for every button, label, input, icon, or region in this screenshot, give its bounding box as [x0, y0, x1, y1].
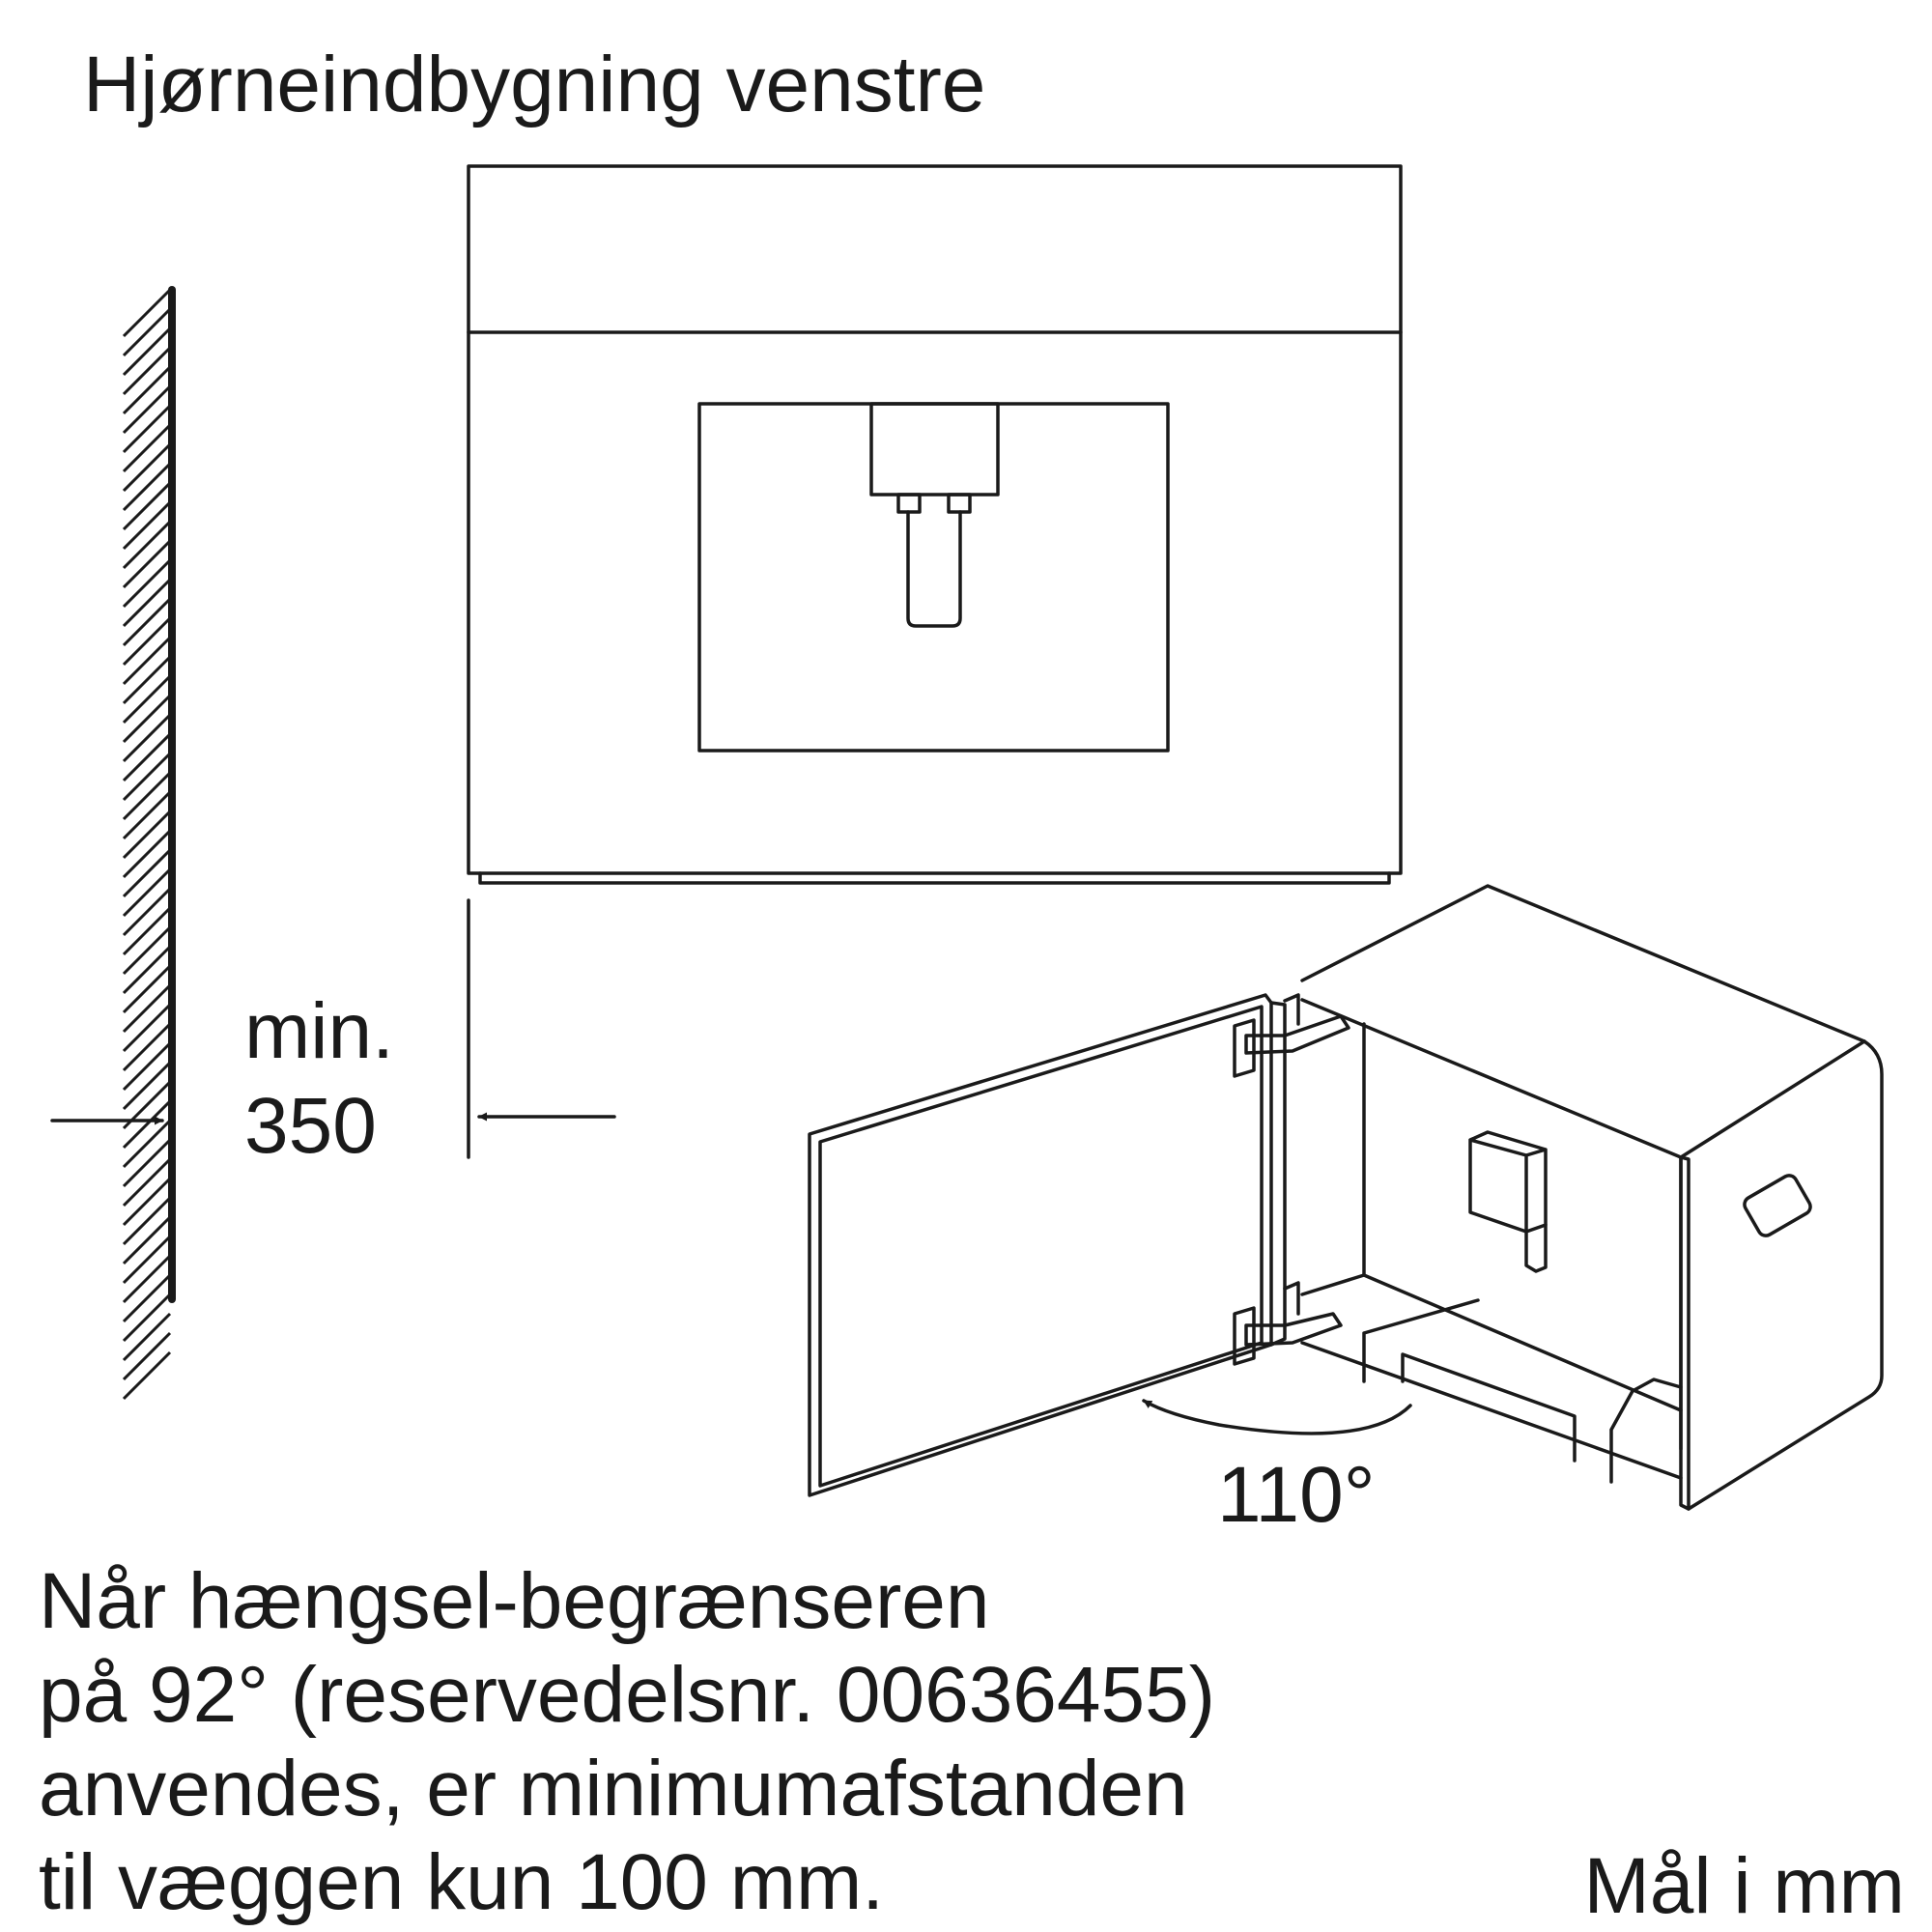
hatch-line — [124, 1101, 170, 1148]
hatch-line — [124, 985, 170, 1032]
hatch-line — [124, 386, 170, 433]
note-block — [39, 1557, 1215, 1926]
diagram-title: Hjørneindbygning venstre — [83, 41, 986, 128]
outlet-nozzle-right — [949, 495, 970, 512]
hatch-line — [124, 618, 170, 665]
hatch-line — [124, 348, 170, 394]
hatch-line — [124, 1256, 170, 1302]
hatch-line — [124, 522, 170, 568]
hatch-line — [124, 1314, 170, 1360]
upper-hinge — [1235, 995, 1349, 1076]
hatch-line — [124, 1159, 170, 1206]
hatch-line — [124, 599, 170, 645]
hatch-line — [124, 966, 170, 1012]
hatch-line — [124, 811, 170, 858]
drip-tray-details — [1364, 1300, 1575, 1461]
hatch-line — [124, 1063, 170, 1109]
hatch-line — [124, 483, 170, 529]
hatch-line — [124, 927, 170, 974]
cabinet-outline — [1302, 886, 1882, 1509]
note-line-4: til væggen kun 100 mm. — [39, 1838, 885, 1926]
note-line-2: på 92° (reservedelsnr. 00636455) — [39, 1651, 1216, 1739]
hatch-line — [124, 1198, 170, 1244]
upper-hinge-plate — [1235, 1020, 1254, 1076]
hatch-line — [124, 1236, 170, 1283]
outlet-nozzle-left — [898, 495, 920, 512]
hatch-line — [124, 1179, 170, 1225]
hatch-line — [124, 869, 170, 916]
hatch-line — [124, 792, 170, 838]
hatch-line — [124, 753, 170, 800]
cabinet-top-front-edge — [1681, 1041, 1864, 1157]
hatch-line — [124, 1217, 170, 1264]
side-handle-recess — [1742, 1173, 1813, 1238]
hatch-line — [124, 947, 170, 993]
hatch-line — [124, 560, 170, 607]
hatch-line — [124, 1024, 170, 1070]
dimension-value: 350 — [244, 1082, 377, 1170]
open-door-inner-panel — [820, 1007, 1262, 1486]
lower-hinge-bracket — [1285, 1283, 1298, 1314]
note-line-1: Når hængsel-begrænseren — [39, 1557, 990, 1645]
units-label: Mål i mm — [1583, 1842, 1905, 1930]
hatch-line — [124, 676, 170, 723]
coffee-outlet-housing — [871, 404, 998, 495]
hatch-line — [124, 464, 170, 510]
hatch-line — [124, 773, 170, 819]
door-angle-label: 110° — [1217, 1451, 1376, 1539]
hatch-line — [124, 290, 170, 336]
hatch-line — [124, 367, 170, 413]
hatch-line — [124, 502, 170, 549]
hatch-line — [124, 638, 170, 684]
wall — [124, 290, 172, 1399]
door-rotation-arrow — [1144, 1401, 1410, 1434]
hatch-line — [124, 1121, 170, 1167]
hatch-line — [124, 1005, 170, 1051]
hatch-line — [124, 425, 170, 471]
hatch-line — [124, 1043, 170, 1090]
hatch-line — [124, 715, 170, 761]
hatch-line — [124, 696, 170, 742]
hatch-line — [124, 908, 170, 954]
appliance-outer-frame — [469, 166, 1401, 873]
hatch-line — [124, 657, 170, 703]
hatch-line — [124, 580, 170, 626]
door-edge — [1271, 1003, 1285, 1345]
note-line-3: anvendes, er minimumafstanden — [39, 1745, 1188, 1833]
hatch-line — [124, 889, 170, 935]
hatch-line — [124, 406, 170, 452]
hatch-line — [124, 1333, 170, 1379]
wall-hatching — [124, 290, 170, 1399]
hatch-line — [124, 734, 170, 781]
hatch-line — [124, 1140, 170, 1186]
dimension-prefix: min. — [244, 987, 394, 1075]
hatch-line — [124, 850, 170, 896]
appliance-dispensing-area — [699, 404, 1168, 751]
hatch-line — [124, 1294, 170, 1341]
outlet-spout — [908, 512, 960, 626]
appliance-perspective-view — [810, 886, 1882, 1539]
hatch-line — [124, 541, 170, 587]
hatch-line — [124, 831, 170, 877]
upper-hinge-bracket — [1285, 995, 1298, 1024]
drip-tray-back-edge — [1302, 1275, 1681, 1410]
hatch-line — [124, 444, 170, 491]
hatch-line — [124, 1275, 170, 1321]
inner-coffee-outlet — [1470, 1132, 1546, 1232]
hatch-line — [124, 1352, 170, 1399]
appliance-front-view — [469, 166, 1401, 883]
hatch-line — [124, 309, 170, 355]
hatch-line — [124, 328, 170, 375]
